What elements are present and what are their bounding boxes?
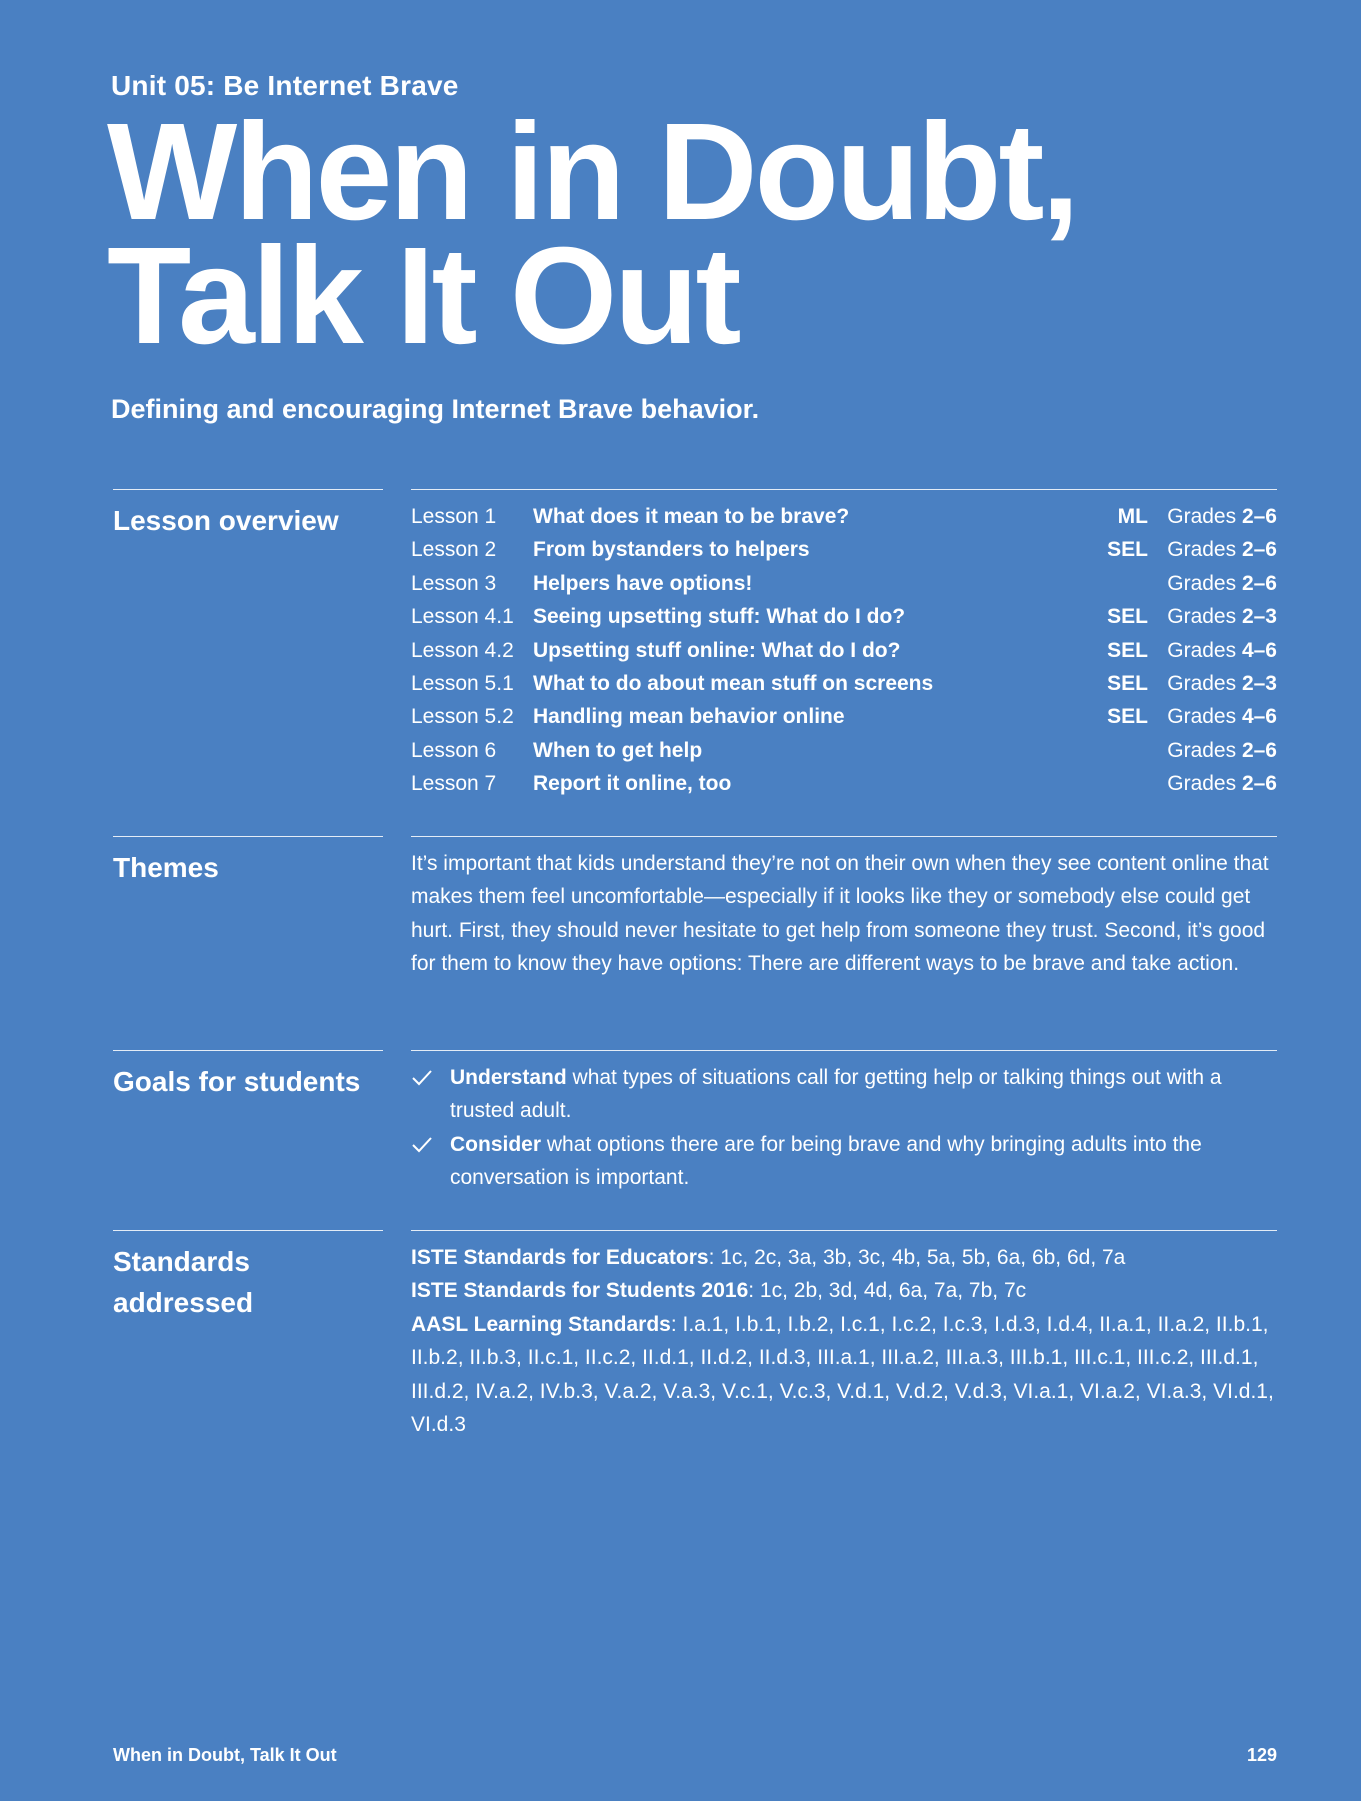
page-title-line-1: When in Doubt, [107, 95, 1077, 249]
lesson-tag: SEL [1107, 605, 1148, 629]
lesson-overview-list [411, 489, 1277, 801]
lesson-overview-heading: Lesson overview [113, 489, 383, 541]
lesson-grades [1167, 634, 1277, 667]
standards-line [411, 1274, 1277, 1307]
goal-verb: Understand [450, 1066, 567, 1089]
standards-heading-line-2: addressed [113, 1287, 254, 1318]
lesson-grades-prefix: Grades [1167, 571, 1242, 595]
checkmark-icon [411, 1069, 433, 1087]
lesson-grades [1167, 734, 1277, 767]
standards-codes: : I.a.1, I.b.1, I.b.2, I.c.1, I.c.2, I.c.3, I.d.3, I.d.4, II.a.1, II.a.2, II.b.1, II.b.2, II.b.3, II.c.1, II.c.2, II.d.1, II.d.2, II.d.3, III.a.1, III.a.2, III.a.3, III.b.1, III.c.1, III.c.2, III.d.1, III.d.2, IV.a.2, IV.b.3, V.a.2, V.a.3, V.c.1, V.c.3, V.d.1, V.d.2, V.d.3, VI.a.1, VI.a.2, VI.a.3, VI.d.1, VI.d.3 [411, 1312, 1274, 1437]
lesson-number: Lesson 1 [411, 505, 497, 528]
standards-line [411, 1308, 1277, 1442]
standards-heading [113, 1230, 383, 1323]
lesson-grades-range: 2–6 [1241, 772, 1277, 796]
lesson-number: Lesson 5.2 [411, 705, 514, 729]
checkmark-icon [411, 1136, 433, 1154]
lesson-row [411, 700, 1277, 733]
lesson-title: Seeing upsetting stuff: What do I do? [533, 605, 906, 629]
lesson-number: Lesson 5.1 [411, 671, 514, 695]
standards-name: ISTE Standards for Educators [411, 1246, 709, 1269]
goals-heading: Goals for students [113, 1050, 383, 1102]
lesson-grades [1167, 667, 1277, 700]
lesson-row [411, 533, 1277, 566]
goal-text: what types of situations call for getting help or talking things out with a trusted adult. [450, 1066, 1222, 1123]
themes-text: It’s important that kids understand they’re not on their own when they see content online that makes them feel uncomfortable—especially if it looks like they or somebody else could get hurt. First, they should never hesitate to get help from someone they trust. Second, it’s good for them to know they have options: There are different ways to be brave and take action. [411, 852, 1269, 976]
page-title [107, 95, 1077, 373]
lesson-title: Handling mean behavior online [533, 705, 845, 729]
goal-item [411, 1128, 1277, 1195]
lesson-grades [1167, 500, 1277, 533]
lesson-row [411, 667, 1277, 700]
lesson-grades-prefix: Grades [1167, 538, 1242, 562]
lesson-title: Report it online, too [533, 772, 732, 796]
lesson-number: Lesson 4.1 [411, 605, 514, 629]
lesson-grades [1167, 533, 1277, 566]
lesson-number: Lesson 3 [411, 571, 497, 595]
lesson-row [411, 600, 1277, 633]
lesson-number: Lesson 7 [411, 772, 497, 796]
lesson-tag: SEL [1107, 671, 1148, 695]
lesson-grades-prefix: Grades [1167, 605, 1242, 629]
lesson-grades-range: 2–3 [1241, 671, 1277, 695]
lesson-title: From bystanders to helpers [533, 538, 810, 562]
themes-body [411, 836, 1277, 981]
lesson-tag: SEL [1107, 638, 1148, 662]
goal-item [411, 1061, 1277, 1128]
lesson-grades [1167, 700, 1277, 733]
lesson-row [411, 634, 1277, 667]
standards-codes: : 1c, 2c, 3a, 3b, 3c, 4b, 5a, 5b, 6a, 6b, 6d, 7a [708, 1246, 1126, 1269]
lesson-row [411, 734, 1277, 767]
lesson-grades [1167, 767, 1277, 800]
standards-heading-line-1: Standards [113, 1246, 250, 1277]
lesson-grades-range: 4–6 [1241, 705, 1277, 729]
lesson-grades-range: 4–6 [1241, 638, 1277, 662]
lesson-grades-prefix: Grades [1167, 505, 1242, 528]
standards-body [411, 1230, 1277, 1441]
standards-name: AASL Learning Standards [411, 1312, 671, 1336]
lesson-title: What to do about mean stuff on screens [533, 671, 934, 695]
page-number: 129 [1246, 1745, 1277, 1765]
lesson-grades [1167, 600, 1277, 633]
lesson-grades [1167, 567, 1277, 600]
lesson-title: Upsetting stuff online: What do I do? [533, 638, 901, 662]
page-subtitle: Defining and encouraging Internet Brave behavior. [111, 394, 760, 424]
lesson-number: Lesson 4.2 [411, 638, 514, 662]
lesson-grades-range: 2–6 [1241, 738, 1277, 762]
page-title-line-2: Talk It Out [107, 219, 739, 373]
lesson-tag: SEL [1107, 538, 1148, 562]
lesson-title: When to get help [533, 738, 703, 762]
lesson-row [411, 767, 1277, 800]
lesson-grades-prefix: Grades [1167, 705, 1242, 729]
lesson-tag: SEL [1107, 705, 1148, 729]
goals-list [411, 1050, 1277, 1195]
lesson-grades-range: 2–6 [1241, 538, 1277, 562]
lesson-row [411, 567, 1277, 600]
standards-name: ISTE Standards for Students 2016 [411, 1279, 749, 1303]
lesson-number: Lesson 2 [411, 538, 497, 562]
lesson-grades-range: 2–6 [1241, 571, 1277, 595]
goal-verb: Consider [450, 1132, 542, 1156]
footer-title: When in Doubt, Talk It Out [113, 1745, 337, 1765]
standards-codes: : 1c, 2b, 3d, 4d, 6a, 7a, 7b, 7c [748, 1279, 1027, 1303]
standards-line [411, 1241, 1277, 1274]
lesson-grades-prefix: Grades [1167, 671, 1242, 695]
lesson-number: Lesson 6 [411, 738, 497, 762]
lesson-grades-prefix: Grades [1167, 738, 1242, 762]
lesson-title: Helpers have options! [533, 571, 753, 595]
lesson-grades-prefix: Grades [1167, 638, 1242, 662]
lesson-row [411, 500, 1277, 533]
themes-heading: Themes [113, 836, 383, 888]
lesson-grades-range: 2–3 [1241, 605, 1277, 629]
goal-text: what options there are for being brave and why bringing adults into the conversation is important. [450, 1132, 1202, 1190]
unit-label: Unit 05: Be Internet Brave [111, 70, 459, 101]
lesson-grades-range: 2–6 [1241, 505, 1277, 528]
lesson-grades-prefix: Grades [1167, 772, 1242, 796]
lesson-tag: ML [1117, 505, 1148, 528]
lesson-title: What does it mean to be brave? [533, 505, 850, 528]
